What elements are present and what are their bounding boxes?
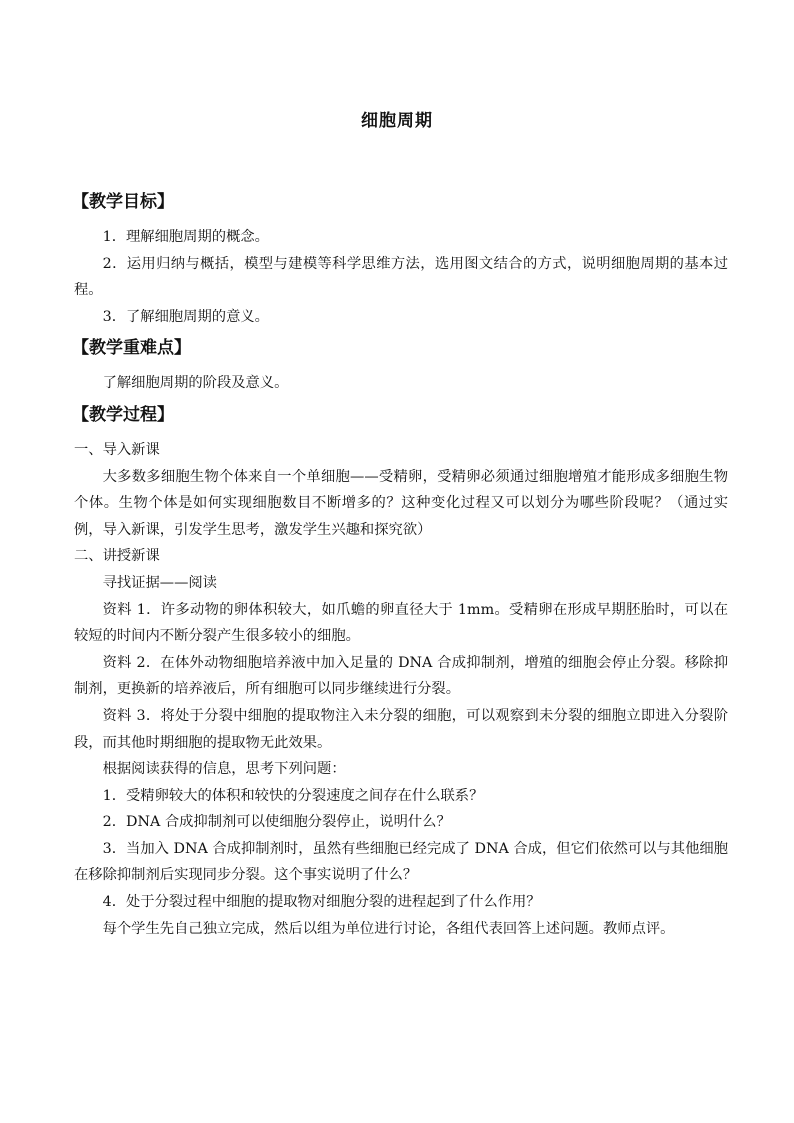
material-1: 资料 1．许多动物的卵体积较大，如爪蟾的卵直径大于 1mm。受精卵在形成早期胚胎时，可以在较短的时间内不断分裂产生很多较小的细胞。	[74, 601, 728, 645]
section-heading-objectives: 【教学目标】	[72, 192, 174, 212]
objective-item-2: 2．运用归纳与概括，模型与建模等科学思维方法，选用图文结合的方式，说明细胞周期的基本过程。	[74, 255, 728, 299]
document-title: 细胞周期	[361, 111, 433, 131]
material-2: 资料 2．在体外动物细胞培养液中加入足量的 DNA 合成抑制剂，增殖的细胞会停止分裂。移除抑制剂，更换新的培养液后，所有细胞可以同步继续进行分裂。	[74, 654, 728, 698]
key-points-text: 了解细胞周期的阶段及意义。	[102, 375, 289, 392]
objective-item-3: 3．了解细胞周期的意义。	[102, 308, 269, 325]
section-heading-key-points: 【教学重难点】	[72, 338, 191, 359]
process-part2-title: 二、讲授新课	[74, 548, 160, 565]
document-body	[74, 186, 728, 942]
objective-item-1: 1．理解细胞周期的概念。	[102, 229, 269, 245]
question-3: 3．当加入 DNA 合成抑制剂时，虽然有些细胞已经完成了 DNA 合成，但它们依然可以与其他细胞在移除抑制剂后实现同步分裂。这个事实说明了什么？	[74, 840, 728, 884]
material-3: 资料 3．将处于分裂中细胞的提取物注入未分裂的细胞，可以观察到未分裂的细胞立即进入分裂阶段，而其他时期细胞的提取物无此效果。	[74, 707, 728, 751]
question-1: 1．受精卵较大的体积和较快的分裂速度之间存在什么联系？	[102, 787, 484, 804]
question-2: 2．DNA 合成抑制剂可以使细胞分裂停止，说明什么？	[102, 814, 451, 831]
closing-text: 每个学生先自己独立完成，然后以组为单位进行讨论，各组代表回答上述问题。教师点评。	[102, 920, 675, 937]
question-4: 4．处于分裂过程中细胞的提取物对细胞分裂的进程起到了什么作用？	[102, 894, 541, 911]
process-part1-title: 一、导入新课	[74, 441, 160, 458]
evidence-title: 寻找证据——阅读	[102, 574, 217, 591]
section-heading-process: 【教学过程】	[72, 404, 174, 425]
question-intro: 根据阅读获得的信息，思考下列问题：	[102, 761, 346, 778]
process-part1-text: 大多数多细胞生物个体来自一个单细胞——受精卵，受精卵必须通过细胞增殖才能形成多细胞生物个体。生物个体是如何实现细胞数目不断增多的？这种变化过程又可以划分为哪些阶段呢？（通过实例，导入新课，引发学生思考，激发学生兴趣和探究欲）	[74, 468, 728, 538]
